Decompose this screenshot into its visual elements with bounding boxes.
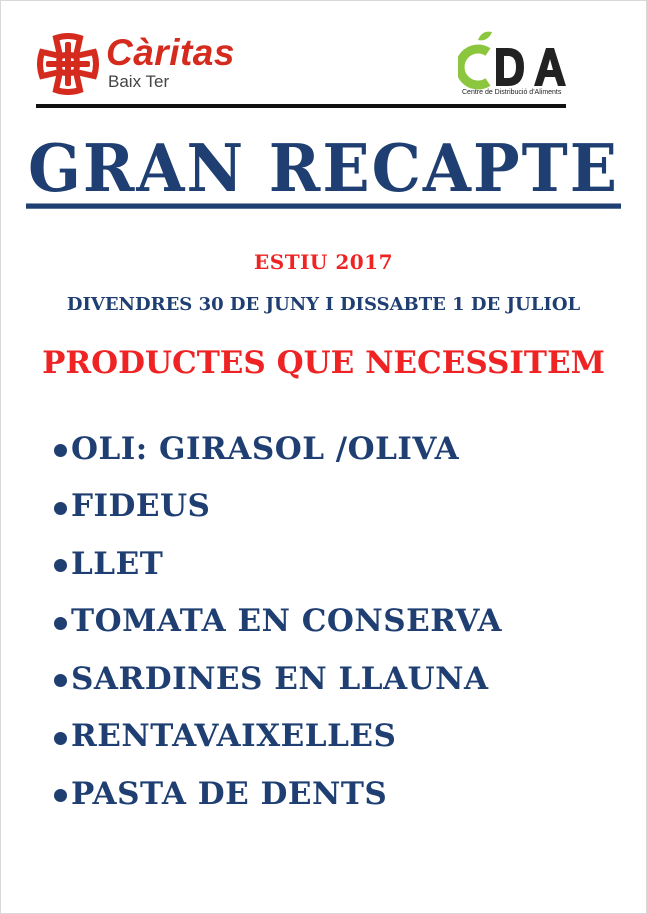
list-item (54, 708, 502, 766)
caritas-subtitle: Baix Ter (108, 72, 170, 91)
caritas-logo (36, 30, 286, 100)
bullet-icon (54, 617, 67, 630)
list-item (54, 535, 502, 593)
list-item (54, 765, 502, 823)
caritas-name: Càritas (106, 32, 235, 73)
cda-logo-mark (458, 30, 568, 90)
list-item (54, 593, 502, 651)
list-item (54, 420, 502, 478)
event-dates: DIVENDRES 30 DE JUNY I DISSABTE 1 DE JULIOL (66, 294, 581, 315)
products-heading: PRODUCTES QUE NECESSITEM (42, 345, 605, 381)
bullet-icon (54, 789, 67, 802)
bullet-icon (54, 502, 67, 515)
page-title-wrapper (0, 129, 647, 207)
bullet-icon (54, 674, 67, 687)
product-list (54, 420, 502, 823)
product-label: LLET (71, 545, 164, 582)
list-item (54, 650, 502, 708)
bullet-icon (54, 732, 67, 745)
product-label: TOMATA EN CONSERVA (71, 603, 503, 640)
bullet-icon (54, 444, 67, 457)
caritas-cross-icon (36, 32, 100, 96)
product-label: SARDINES EN LLAUNA (71, 660, 489, 697)
season-label: ESTIU 2017 (254, 250, 393, 274)
list-item (54, 478, 502, 536)
cda-logo (458, 30, 578, 102)
product-label: PASTA DE DENTS (71, 775, 388, 812)
bullet-icon (54, 559, 67, 572)
product-label: FIDEUS (71, 488, 211, 525)
product-label: RENTAVAIXELLES (71, 718, 397, 755)
cda-subtitle: Centre de Distribució d'Aliments (462, 89, 562, 96)
leaf-icon (478, 32, 492, 41)
page-title: GRAN RECAPTE (26, 136, 621, 208)
product-label: OLI: GIRASOL /OLIVA (71, 430, 460, 467)
header-divider (36, 104, 566, 108)
